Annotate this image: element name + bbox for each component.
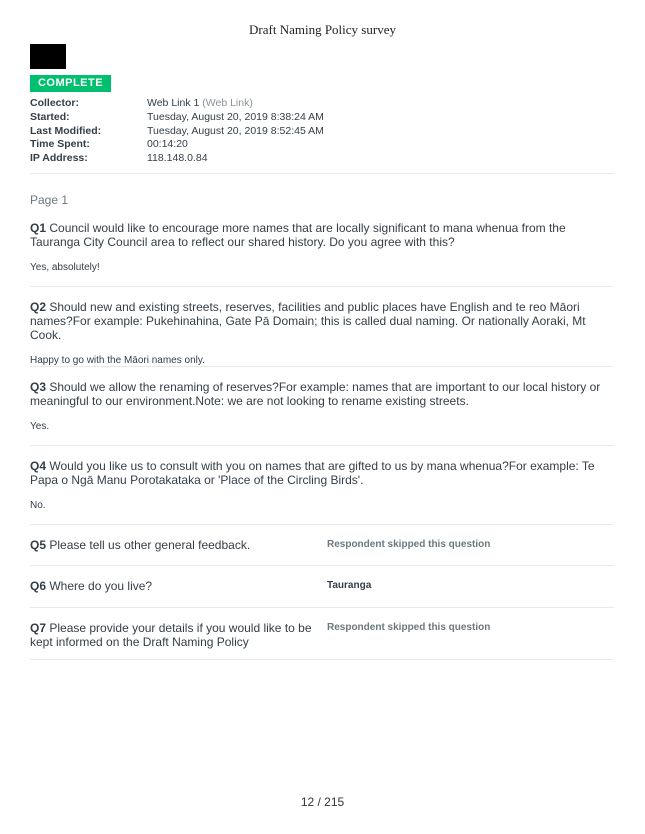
question-number: Q2 [30, 300, 47, 314]
divider [30, 607, 614, 608]
question-q3 [30, 380, 614, 432]
question-text [30, 221, 614, 249]
survey-logo [30, 44, 66, 69]
divider [30, 286, 614, 287]
divider [30, 366, 614, 367]
meta-label: Last Modified: [30, 124, 102, 137]
question-q2 [30, 300, 614, 366]
divider [30, 173, 614, 174]
page-number: 12 / 215 [300, 795, 345, 809]
answer-text: Tauranga [327, 580, 372, 591]
document-title: Draft Naming Policy survey [249, 22, 396, 37]
collector-type: (Web Link) [202, 97, 253, 109]
question-text [30, 300, 614, 342]
divider [30, 445, 614, 446]
question-number: Q1 [30, 221, 47, 235]
question-text [30, 538, 327, 552]
response-metadata [30, 97, 324, 166]
question-body: Please tell us other general feedback. [49, 538, 251, 552]
question-body: Council would like to encourage more names that are locally significant to mana whenua from the Tauranga City Council area to reflect our shared history. Do you agree with this? [30, 221, 566, 249]
status-badge: COMPLETE [30, 75, 111, 92]
meta-value [147, 97, 253, 111]
question-number: Q6 [30, 579, 47, 593]
question-q1 [30, 221, 614, 273]
meta-label: Started: [30, 110, 70, 123]
answer-text: Yes. [30, 421, 50, 432]
question-q7 [30, 621, 614, 649]
question-body: Please provide your details if you would like to be kept informed on the Draft Naming Policy [30, 621, 312, 649]
question-q4 [30, 459, 614, 511]
question-body: Should new and existing streets, reserves, facilities and public places have English and te reo Māori names?For example: Pukehinahina, Gate Pā Domain; this is called dual naming. Or nationally Aoraki, Mt Cook. [30, 300, 586, 342]
answer-text: Happy to go with the Māori names only. [30, 355, 205, 366]
meta-row-ip-address [30, 152, 324, 166]
divider [30, 524, 614, 525]
meta-row-started [30, 111, 324, 125]
question-q6 [30, 579, 614, 593]
answer-text: Yes, absolutely! [30, 262, 100, 273]
meta-value: 118.148.0.84 [147, 152, 208, 165]
question-body: Would you like us to consult with you on names that are gifted to us by mana whenua?For example: Te Papa o Ngā Manu Porotakataka or 'Place of the Circling Birds'. [30, 459, 595, 487]
question-text [30, 579, 327, 593]
page-label: Page 1 [30, 193, 69, 207]
answer-text: No. [30, 500, 46, 511]
question-number: Q5 [30, 538, 47, 552]
question-number: Q3 [30, 380, 47, 394]
divider [30, 565, 614, 566]
meta-value: 00:14:20 [147, 138, 188, 151]
skipped-answer: Respondent skipped this question [327, 539, 491, 550]
question-number: Q4 [30, 459, 47, 473]
divider [30, 659, 614, 660]
meta-row-collector [30, 97, 324, 111]
meta-value: Tuesday, August 20, 2019 8:38:24 AM [147, 110, 324, 123]
question-body: Should we allow the renaming of reserves?For example: names that are important to our local history or meaningful to our environment.Note: we are not looking to rename existing streets. [30, 380, 601, 408]
skipped-answer: Respondent skipped this question [327, 622, 491, 633]
question-body: Where do you live? [49, 579, 153, 593]
question-text [30, 380, 614, 408]
collector-name: Web Link 1 [147, 97, 200, 109]
question-text [30, 621, 327, 649]
meta-label: Collector: [30, 97, 80, 109]
meta-row-time-spent [30, 138, 324, 152]
question-number: Q7 [30, 621, 47, 635]
meta-label: IP Address: [30, 152, 88, 165]
meta-label: Time Spent: [30, 138, 90, 151]
meta-row-last-modified [30, 125, 324, 139]
question-q5 [30, 538, 614, 552]
question-text [30, 459, 614, 487]
meta-value: Tuesday, August 20, 2019 8:52:45 AM [147, 124, 324, 137]
